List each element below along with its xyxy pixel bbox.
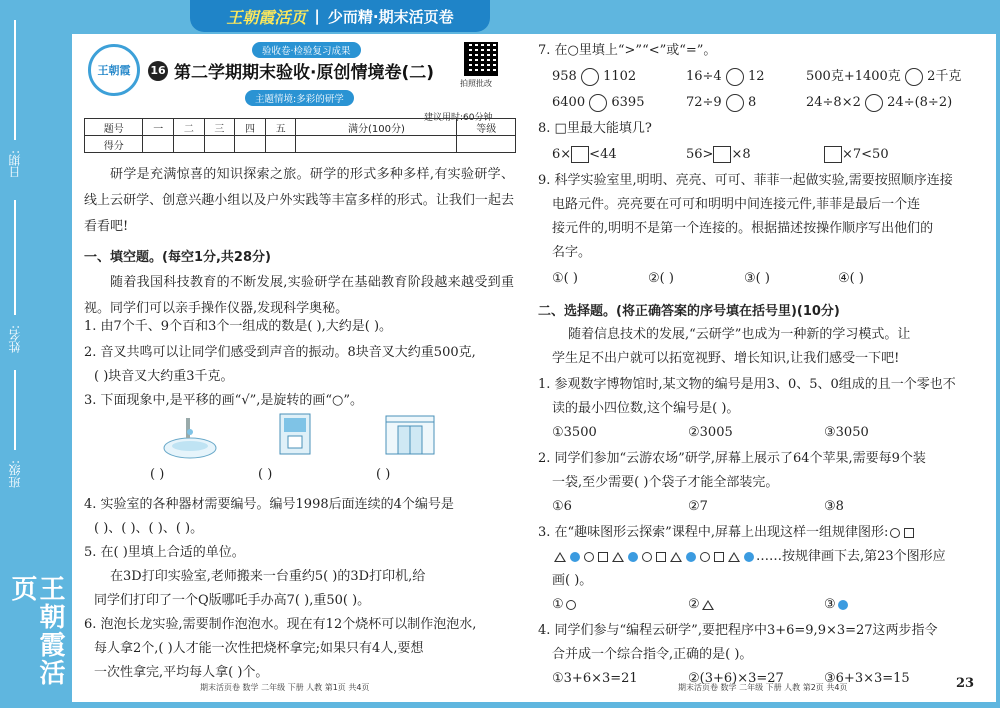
score-input-cell[interactable] (235, 136, 266, 153)
question-8: 8. □里最大能填几? (538, 121, 652, 136)
question-9-line3: 接元件的,明明不是第一个连接的。根据描述按操作顺序写出他们的 (552, 221, 934, 236)
top-banner (190, 0, 490, 32)
score-input-cell[interactable] (143, 136, 174, 153)
score-cell: 五 (265, 119, 296, 136)
compare-circle[interactable] (726, 94, 744, 112)
choice-1-opt-3[interactable]: ③3050 (824, 425, 869, 440)
revolving-door-icon (380, 408, 440, 458)
choice-4-opt-2[interactable]: ②(3+6)×3=27 (688, 671, 784, 686)
question-6-line3: 一次性拿完,平均每人拿( )个。 (94, 665, 269, 680)
section1-title: 一、填空题。(每空1分,共28分) (84, 250, 271, 265)
question-6-line2: 每人拿2个,( )人才能一次性把烧杯拿完;如果只有4人,要想 (94, 641, 424, 656)
theme-tag: 主题情境:多彩的研学 (245, 90, 354, 106)
spine-brand-logo: 王朝霞活页 (7, 575, 65, 687)
question-9-line4: 名字。 (552, 245, 592, 260)
choice-3-opt-2[interactable]: ② (688, 594, 716, 616)
choice-3-opt-3[interactable]: ③ (824, 594, 850, 616)
question-2-line1: 2. 音叉共鸣可以让同学们感受到声音的振动。8块音叉大约重500克, (84, 345, 476, 360)
score-cell: 等级 (457, 119, 516, 136)
choice-2-line1: 2. 同学们参加“云游农场”研学,屏幕上展示了64个苹果,需要每9个装 (538, 451, 926, 466)
choice-2-line2: 一袋,至少需要( )个袋子才能全部装完。 (552, 475, 779, 490)
choice-3-line2: ……按规律画下去,第23个图形应 (552, 546, 946, 568)
score-row (85, 136, 516, 153)
score-cell: 题号 (85, 119, 143, 136)
triangle-shape-icon (702, 600, 714, 610)
q8-item-1: 6× <44 (552, 147, 617, 162)
question-3: 3. 下面现象中,是平移的画“√”,是旋转的画“○”。 (84, 393, 364, 408)
title-row (148, 58, 434, 83)
score-input-cell[interactable] (457, 136, 516, 153)
q9-blank-2[interactable]: ②( ) (648, 271, 674, 286)
water-dispenser-icon (266, 408, 326, 458)
choice-3-line3: 画( )。 (552, 573, 593, 588)
choice-4-opt-3[interactable]: ③6+3×3=15 (824, 671, 910, 686)
score-cell: 一 (143, 119, 174, 136)
score-input-cell[interactable] (204, 136, 235, 153)
question-7: 7. 在○里填上“>”“<”或“=”。 (538, 43, 717, 58)
score-cell: 满分(100分) (296, 119, 457, 136)
q7-row1-b: 16÷4 12 (686, 69, 765, 84)
right-column (538, 34, 988, 702)
name-line (14, 200, 16, 315)
choice-3-line1: 3. 在“趣味图形云探索”课程中,屏幕上出现这样一组规律图形: (538, 522, 916, 544)
question-6-line1: 6. 泡泡长龙实验,需要制作泡泡水。现在有12个烧杯可以制作泡泡水, (84, 617, 477, 632)
exam-header (80, 40, 520, 123)
question-9-line1: 9. 科学实验室里,明明、亮亮、可可、菲菲一起做实验,需要按照顺序连接 (538, 173, 953, 188)
q7-row2-a: 6400 6395 (552, 95, 645, 110)
q7-row2-c: 24÷8×2 24÷(8÷2) (806, 95, 953, 110)
section2-title: 二、选择题。(将正确答案的序号填在括号里)(10分) (538, 304, 840, 319)
choice-1-line2: 读的最小四位数,这个编号是( )。 (552, 401, 740, 416)
question-5-line2: 同学们打印了一个Q版哪吒手办高7( ),重50( )。 (94, 593, 371, 608)
question-5: 5. 在( )里填上合适的单位。 (84, 545, 245, 560)
choice-2-opt-1[interactable]: ①6 (552, 499, 572, 514)
choice-3-opt-1[interactable]: ① (552, 594, 578, 616)
choice-1-line1: 1. 参观数字博物馆时,某文物的编号是用3、0、5、0组成的且一个零也不 (538, 377, 956, 392)
score-input-cell[interactable] (265, 136, 296, 153)
square-shape-icon (904, 528, 914, 538)
question-5-line1: 在3D打印实验室,老师搬来一台重约5( )的3D打印机,给 (110, 569, 426, 584)
choice-1-opt-1[interactable]: ①3500 (552, 425, 597, 440)
brand-logo-icon: 王朝霞 (88, 44, 140, 96)
exam-paper (72, 34, 996, 702)
banner-tagline: 少而精·期末活页卷 (327, 7, 454, 26)
time-note: 建议用时:60分钟 (424, 113, 493, 123)
tag-top: 验收卷·检验复习成果 (252, 42, 361, 58)
exam-title: 第二学期期末验收·原创情境卷(二) (174, 63, 434, 83)
left-spine (0, 0, 70, 708)
score-input-cell[interactable] (174, 136, 205, 153)
compare-circle[interactable] (589, 94, 607, 112)
section2-intro-2: 学生足不出户就可以拓宽视野、增长知识,让我们感受一下吧! (552, 351, 900, 366)
q3-blank-3[interactable]: ( ) (376, 467, 391, 482)
choice-4-line2: 合并成一个综合指令,正确的是( )。 (552, 647, 753, 662)
banner-divider: | (314, 7, 320, 25)
blue-dot-icon (838, 600, 848, 610)
score-table (84, 118, 516, 153)
score-cell: 二 (174, 119, 205, 136)
class-line (14, 370, 16, 450)
question-4-line1: 4. 实验室的各种器材需要编号。编号1998后面连续的4个编号是 (84, 497, 454, 512)
section1-intro: 随着我国科技教育的不断发展,实验研学在基础教育阶段越来越受到重视。同学们可以亲手操作仪器,发现科学奥秘。 (84, 275, 514, 316)
choice-2-opt-2[interactable]: ②7 (688, 499, 708, 514)
compare-circle[interactable] (905, 68, 923, 86)
sink-icon (160, 412, 220, 462)
date-line (14, 20, 16, 140)
score-cell: 四 (235, 119, 266, 136)
q9-blank-1[interactable]: ①( ) (552, 271, 578, 286)
compare-circle[interactable] (726, 68, 744, 86)
q3-blank-1[interactable]: ( ) (150, 467, 165, 482)
score-cell: 三 (204, 119, 235, 136)
score-input-cell[interactable] (296, 136, 457, 153)
compare-circle[interactable] (865, 94, 883, 112)
choice-1-opt-2[interactable]: ②3005 (688, 425, 733, 440)
left-column (80, 34, 522, 702)
q7-row2-b: 72÷9 8 (686, 95, 757, 110)
choice-4-line1: 4. 同学们参与“编程云研学”,要把程序中3+6=9,9×3=27这两步指令 (538, 623, 938, 638)
qr-code-icon[interactable] (464, 42, 498, 76)
score-label: 得分 (85, 136, 143, 153)
qr-label: 拍照批改 (460, 79, 492, 88)
answer-box[interactable] (713, 146, 731, 163)
exam-number-badge: 16 (148, 61, 168, 81)
choice-2-opt-3[interactable]: ③8 (824, 499, 844, 514)
compare-circle[interactable] (581, 68, 599, 86)
score-header-row (85, 119, 516, 136)
question-2-line2: ( )块音叉大约重3千克。 (94, 369, 234, 384)
q3-blank-2[interactable]: ( ) (258, 467, 273, 482)
answer-box[interactable] (571, 146, 589, 163)
circle-shape-icon (890, 528, 900, 538)
question-9-line2: 电路元件。亮亮要在可可和明明中间连接元件,菲菲是最后一个连 (552, 197, 921, 212)
footer-right: 期末活页卷 数学 二年级 下册 人教 第2页 共4页 (678, 683, 848, 692)
question-1: 1. 由7个千、9个百和3个一组成的数是( ),大约是( )。 (84, 319, 393, 334)
q8-item-2: 56> ×8 (686, 147, 751, 162)
q9-blank-4[interactable]: ④( ) (838, 271, 864, 286)
answer-box[interactable] (824, 146, 842, 163)
date-label: 日期: (8, 150, 22, 179)
choice-4-opt-1[interactable]: ①3+6×3=21 (552, 671, 638, 686)
name-label: 姓名: (8, 325, 22, 354)
section2-intro-1: 随着信息技术的发展,“云研学”也成为一种新的学习模式。让 (568, 327, 911, 342)
q8-item-3: ×7<50 (824, 144, 889, 166)
q9-blank-3[interactable]: ③( ) (744, 271, 770, 286)
footer-left: 期末活页卷 数学 二年级 下册 人教 第1页 共4页 (200, 683, 370, 692)
banner-brand: 王朝霞活页 (226, 7, 307, 27)
q7-row1-c: 500克+1400克 2千克 (806, 69, 962, 84)
class-label: 班级: (8, 460, 22, 489)
q7-row1-a: 958 1102 (552, 69, 637, 84)
intro-paragraph: 研学是充满惊喜的知识探索之旅。研学的形式多种多样,有实验研学、线上云研学、创意兴趣小组以及户外实践等丰富多样的形式。让我们一起去看看吧! (84, 167, 514, 234)
circle-shape-icon (566, 600, 576, 610)
page-number: 23 (956, 676, 975, 691)
question-4-line2: ( )、( )、( )、( )。 (94, 521, 204, 536)
